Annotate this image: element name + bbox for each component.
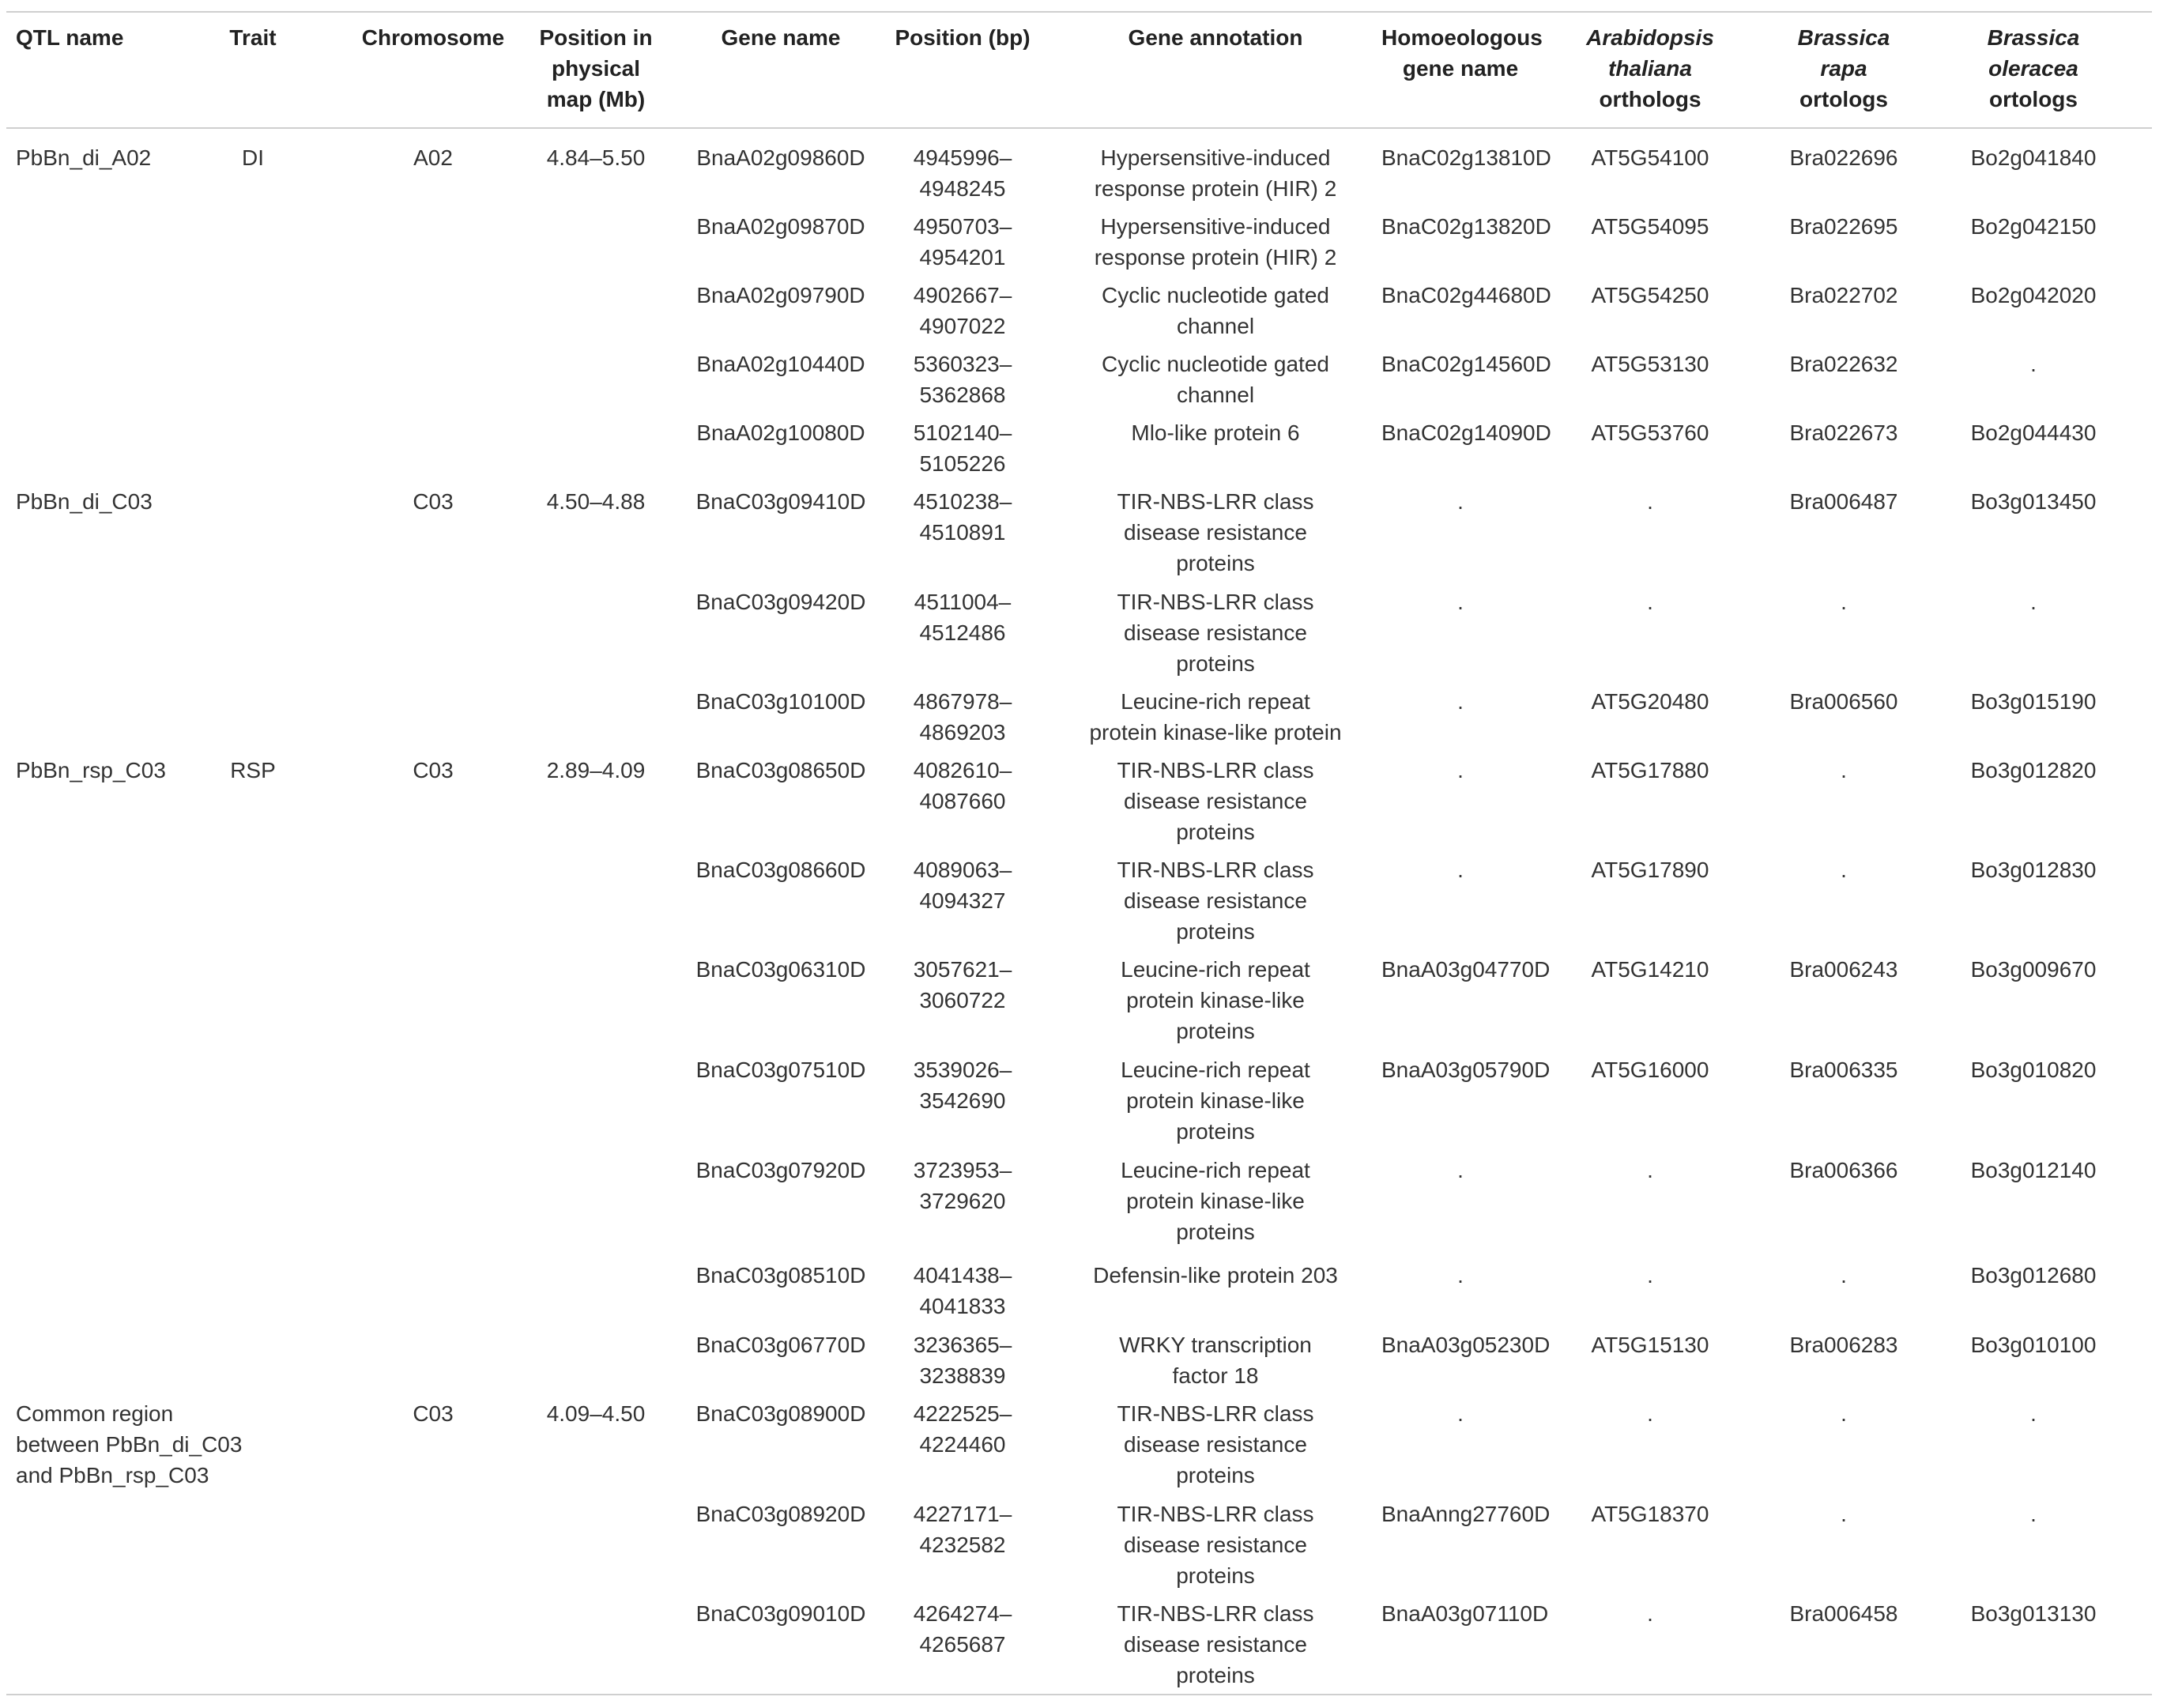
brassica-rapa-cell: Bra022632 [1789,352,1898,376]
header-bottom-rule [6,127,2152,129]
brassica-oleracea-cell: Bo3g010820 [1970,1058,2097,1082]
gene-annotation-cell: TIR-NBS-LRR class disease resistance proteins [1117,1502,1314,1589]
arabidopsis-cell: AT5G20480 [1591,689,1709,714]
position-bp-cell: 4510238– 4510891 [913,489,1012,545]
brassica-oleracea-cell: Bo3g012830 [1970,858,2097,882]
arabidopsis-cell: AT5G17880 [1591,758,1709,782]
brassica-rapa-cell: Bra006243 [1789,957,1898,982]
position-mb-cell: 2.89–4.09 [546,758,646,782]
brassica-rapa-cell: Bra006283 [1789,1333,1898,1357]
trait-cell: DI [242,145,264,170]
header-brassica-rapa: Brassica rapa ortologs [1797,25,1890,112]
homoeologous-cell: . [1457,1158,1464,1182]
homoeologous-cell: BnaA03g05230D [1381,1333,1551,1357]
chromosome-cell: C03 [413,758,454,782]
qtl-name-cell: PbBn_di_C03 [16,489,153,514]
brassica-rapa-cell: Bra022696 [1789,145,1898,170]
brassica-oleracea-cell: Bo3g012820 [1970,758,2097,782]
gene-name-cell: BnaA02g09860D [696,145,865,170]
gene-annotation-cell: TIR-NBS-LRR class disease resistance proteins [1117,758,1314,845]
arabidopsis-cell: . [1647,1601,1653,1626]
brassica-oleracea-cell: Bo2g042150 [1970,214,2097,239]
brassica-oleracea-cell: . [2030,590,2037,614]
brassica-oleracea-cell: Bo2g042020 [1970,283,2097,307]
homoeologous-cell: . [1457,590,1464,614]
gene-annotation-cell: WRKY transcription factor 18 [1119,1333,1312,1389]
qtl-name-cell: PbBn_rsp_C03 [16,758,166,782]
brassica-oleracea-cell: . [2030,1401,2037,1426]
header-gene-name: Gene name [721,25,841,50]
header-arabidopsis: Arabidopsis thaliana orthologs [1586,25,1714,112]
gene-annotation-cell: Mlo-like protein 6 [1131,420,1300,445]
position-bp-cell: 4511004– 4512486 [914,590,1012,646]
brassica-rapa-cell: . [1841,1502,1847,1526]
brassica-oleracea-cell: Bo3g013450 [1970,489,2097,514]
gene-name-cell: BnaC03g07510D [695,1058,866,1082]
position-bp-cell: 4902667– 4907022 [913,283,1012,339]
homoeologous-cell: . [1457,858,1464,882]
brassica-oleracea-cell: Bo3g012680 [1970,1263,2097,1288]
gene-name-cell: BnaC03g08660D [695,858,866,882]
arabidopsis-cell: AT5G14210 [1591,957,1709,982]
homoeologous-cell: BnaC02g13820D [1381,214,1551,239]
header-position-bp: Position (bp) [895,25,1031,50]
homoeologous-cell: . [1457,1263,1464,1288]
position-mb-cell: 4.84–5.50 [546,145,646,170]
position-bp-cell: 3236365– 3238839 [913,1333,1012,1389]
gene-name-cell: BnaC03g08510D [695,1263,866,1288]
gene-annotation-cell: Hypersensitive-induced response protein (HIR) 2 [1094,145,1337,202]
homoeologous-cell: BnaA03g07110D [1381,1601,1549,1626]
arabidopsis-cell: . [1647,1158,1653,1182]
gene-name-cell: BnaC03g07920D [695,1158,866,1182]
arabidopsis-cell: AT5G53130 [1591,352,1709,376]
gene-name-cell: BnaC03g09420D [695,590,866,614]
homoeologous-cell: BnaC02g14560D [1381,352,1551,376]
gene-annotation-cell: Leucine-rich repeat protein kinase-like proteins [1121,1158,1310,1245]
arabidopsis-cell: . [1647,489,1653,514]
arabidopsis-cell: . [1647,590,1653,614]
gene-annotation-cell: Cyclic nucleotide gated channel [1102,283,1329,339]
position-bp-cell: 5360323– 5362868 [913,352,1012,408]
brassica-oleracea-cell: . [2030,352,2037,376]
brassica-rapa-cell: Bra006458 [1789,1601,1898,1626]
arabidopsis-cell: AT5G54100 [1591,145,1709,170]
header-gene-annotation: Gene annotation [1128,25,1303,50]
table-top-rule [6,11,2152,13]
qtl-name-cell: Common region between PbBn_di_C03 and PbBn_rsp_C03 [16,1401,243,1488]
homoeologous-cell: BnaA03g05790D [1381,1058,1551,1082]
brassica-oleracea-cell: Bo3g015190 [1970,689,2097,714]
gene-annotation-cell: Defensin-like protein 203 [1093,1263,1338,1288]
homoeologous-cell: BnaC02g44680D [1381,283,1551,307]
position-bp-cell: 5102140– 5105226 [913,420,1012,477]
position-mb-cell: 4.09–4.50 [546,1401,646,1426]
position-bp-cell: 3723953– 3729620 [913,1158,1012,1214]
homoeologous-cell: . [1457,489,1464,514]
homoeologous-cell: . [1457,758,1464,782]
gene-name-cell: BnaA02g10440D [696,352,865,376]
table-bottom-rule [6,1694,2152,1695]
qtl-name-cell: PbBn_di_A02 [16,145,152,170]
brassica-oleracea-cell: Bo3g010100 [1970,1333,2097,1357]
position-bp-cell: 4867978– 4869203 [913,689,1012,745]
position-bp-cell: 4945996– 4948245 [913,145,1012,202]
gene-name-cell: BnaC03g08920D [695,1502,866,1526]
header-position-map: Position in physical map (Mb) [539,25,653,112]
arabidopsis-cell: AT5G54250 [1591,283,1709,307]
gene-annotation-cell: Cyclic nucleotide gated channel [1102,352,1329,408]
brassica-oleracea-cell: Bo3g012140 [1970,1158,2097,1182]
brassica-oleracea-cell: . [2030,1502,2037,1526]
brassica-oleracea-cell: Bo2g041840 [1970,145,2097,170]
gene-annotation-cell: TIR-NBS-LRR class disease resistance proteins [1117,590,1314,677]
brassica-oleracea-cell: Bo3g013130 [1970,1601,2097,1626]
position-bp-cell: 4264274– 4265687 [913,1601,1012,1657]
gene-annotation-cell: TIR-NBS-LRR class disease resistance proteins [1117,1401,1314,1488]
position-bp-cell: 4041438– 4041833 [913,1263,1012,1319]
homoeologous-cell: BnaC02g14090D [1381,420,1551,445]
position-bp-cell: 3057621– 3060722 [913,957,1012,1013]
brassica-rapa-cell: Bra006487 [1789,489,1898,514]
gene-annotation-cell: Leucine-rich repeat protein kinase-like proteins [1121,1058,1310,1144]
brassica-rapa-cell: . [1841,1263,1847,1288]
position-bp-cell: 3539026– 3542690 [913,1058,1012,1114]
trait-cell: RSP [230,758,276,782]
header-homoeologous: Homoeologous gene name [1381,25,1543,81]
chromosome-cell: C03 [413,1401,454,1426]
arabidopsis-cell: AT5G18370 [1591,1502,1709,1526]
gene-annotation-cell: Leucine-rich repeat protein kinase-like proteins [1121,957,1310,1044]
arabidopsis-cell: AT5G53760 [1591,420,1709,445]
brassica-rapa-cell: Bra022673 [1789,420,1898,445]
brassica-rapa-cell: Bra022702 [1789,283,1898,307]
brassica-oleracea-cell: Bo2g044430 [1970,420,2097,445]
header-trait: Trait [229,25,277,50]
gene-annotation-cell: TIR-NBS-LRR class disease resistance proteins [1117,858,1314,944]
position-bp-cell: 4089063– 4094327 [913,858,1012,914]
arabidopsis-cell: AT5G17890 [1591,858,1709,882]
gene-annotation-cell: TIR-NBS-LRR class disease resistance proteins [1117,489,1314,576]
homoeologous-cell: . [1457,1401,1464,1426]
brassica-oleracea-cell: Bo3g009670 [1970,957,2097,982]
homoeologous-cell: BnaC02g13810D [1381,145,1551,170]
position-bp-cell: 4222525– 4224460 [913,1401,1012,1457]
header-qtl-name: QTL name [16,25,124,50]
position-bp-cell: 4227171– 4232582 [913,1502,1012,1558]
gene-name-cell: BnaC03g09010D [695,1601,866,1626]
gene-name-cell: BnaC03g06310D [695,957,866,982]
brassica-rapa-cell: Bra022695 [1789,214,1898,239]
gene-annotation-cell: TIR-NBS-LRR class disease resistance proteins [1117,1601,1314,1688]
brassica-rapa-cell: . [1841,1401,1847,1426]
gene-annotation-cell: Hypersensitive-induced response protein (HIR) 2 [1094,214,1337,270]
gene-name-cell: BnaC03g08900D [695,1401,866,1426]
gene-name-cell: BnaC03g08650D [695,758,866,782]
gene-annotation-cell: Leucine-rich repeat protein kinase-like protein [1089,689,1342,745]
homoeologous-cell: BnaA03g04770D [1381,957,1551,982]
brassica-rapa-cell: Bra006335 [1789,1058,1898,1082]
brassica-rapa-cell: . [1841,858,1847,882]
brassica-rapa-cell: . [1841,590,1847,614]
brassica-rapa-cell: . [1841,758,1847,782]
gene-name-cell: BnaC03g10100D [695,689,866,714]
header-brassica-oleracea: Brassica oleracea ortologs [1987,25,2080,112]
arabidopsis-cell: . [1647,1263,1653,1288]
homoeologous-cell: BnaAnng27760D [1381,1502,1551,1526]
brassica-rapa-cell: Bra006560 [1789,689,1898,714]
arabidopsis-cell: AT5G16000 [1591,1058,1709,1082]
gene-name-cell: BnaA02g09790D [696,283,865,307]
gene-name-cell: BnaC03g09410D [695,489,866,514]
position-bp-cell: 4082610– 4087660 [913,758,1012,814]
position-mb-cell: 4.50–4.88 [546,489,646,514]
homoeologous-cell: . [1457,689,1464,714]
gene-name-cell: BnaA02g09870D [696,214,865,239]
arabidopsis-cell: . [1647,1401,1653,1426]
gene-name-cell: BnaC03g06770D [695,1333,866,1357]
brassica-rapa-cell: Bra006366 [1789,1158,1898,1182]
chromosome-cell: A02 [413,145,453,170]
gene-name-cell: BnaA02g10080D [696,420,865,445]
arabidopsis-cell: AT5G15130 [1591,1333,1709,1357]
header-chromosome: Chromosome [361,25,505,50]
chromosome-cell: C03 [413,489,454,514]
arabidopsis-cell: AT5G54095 [1591,214,1709,239]
position-bp-cell: 4950703– 4954201 [913,214,1012,270]
